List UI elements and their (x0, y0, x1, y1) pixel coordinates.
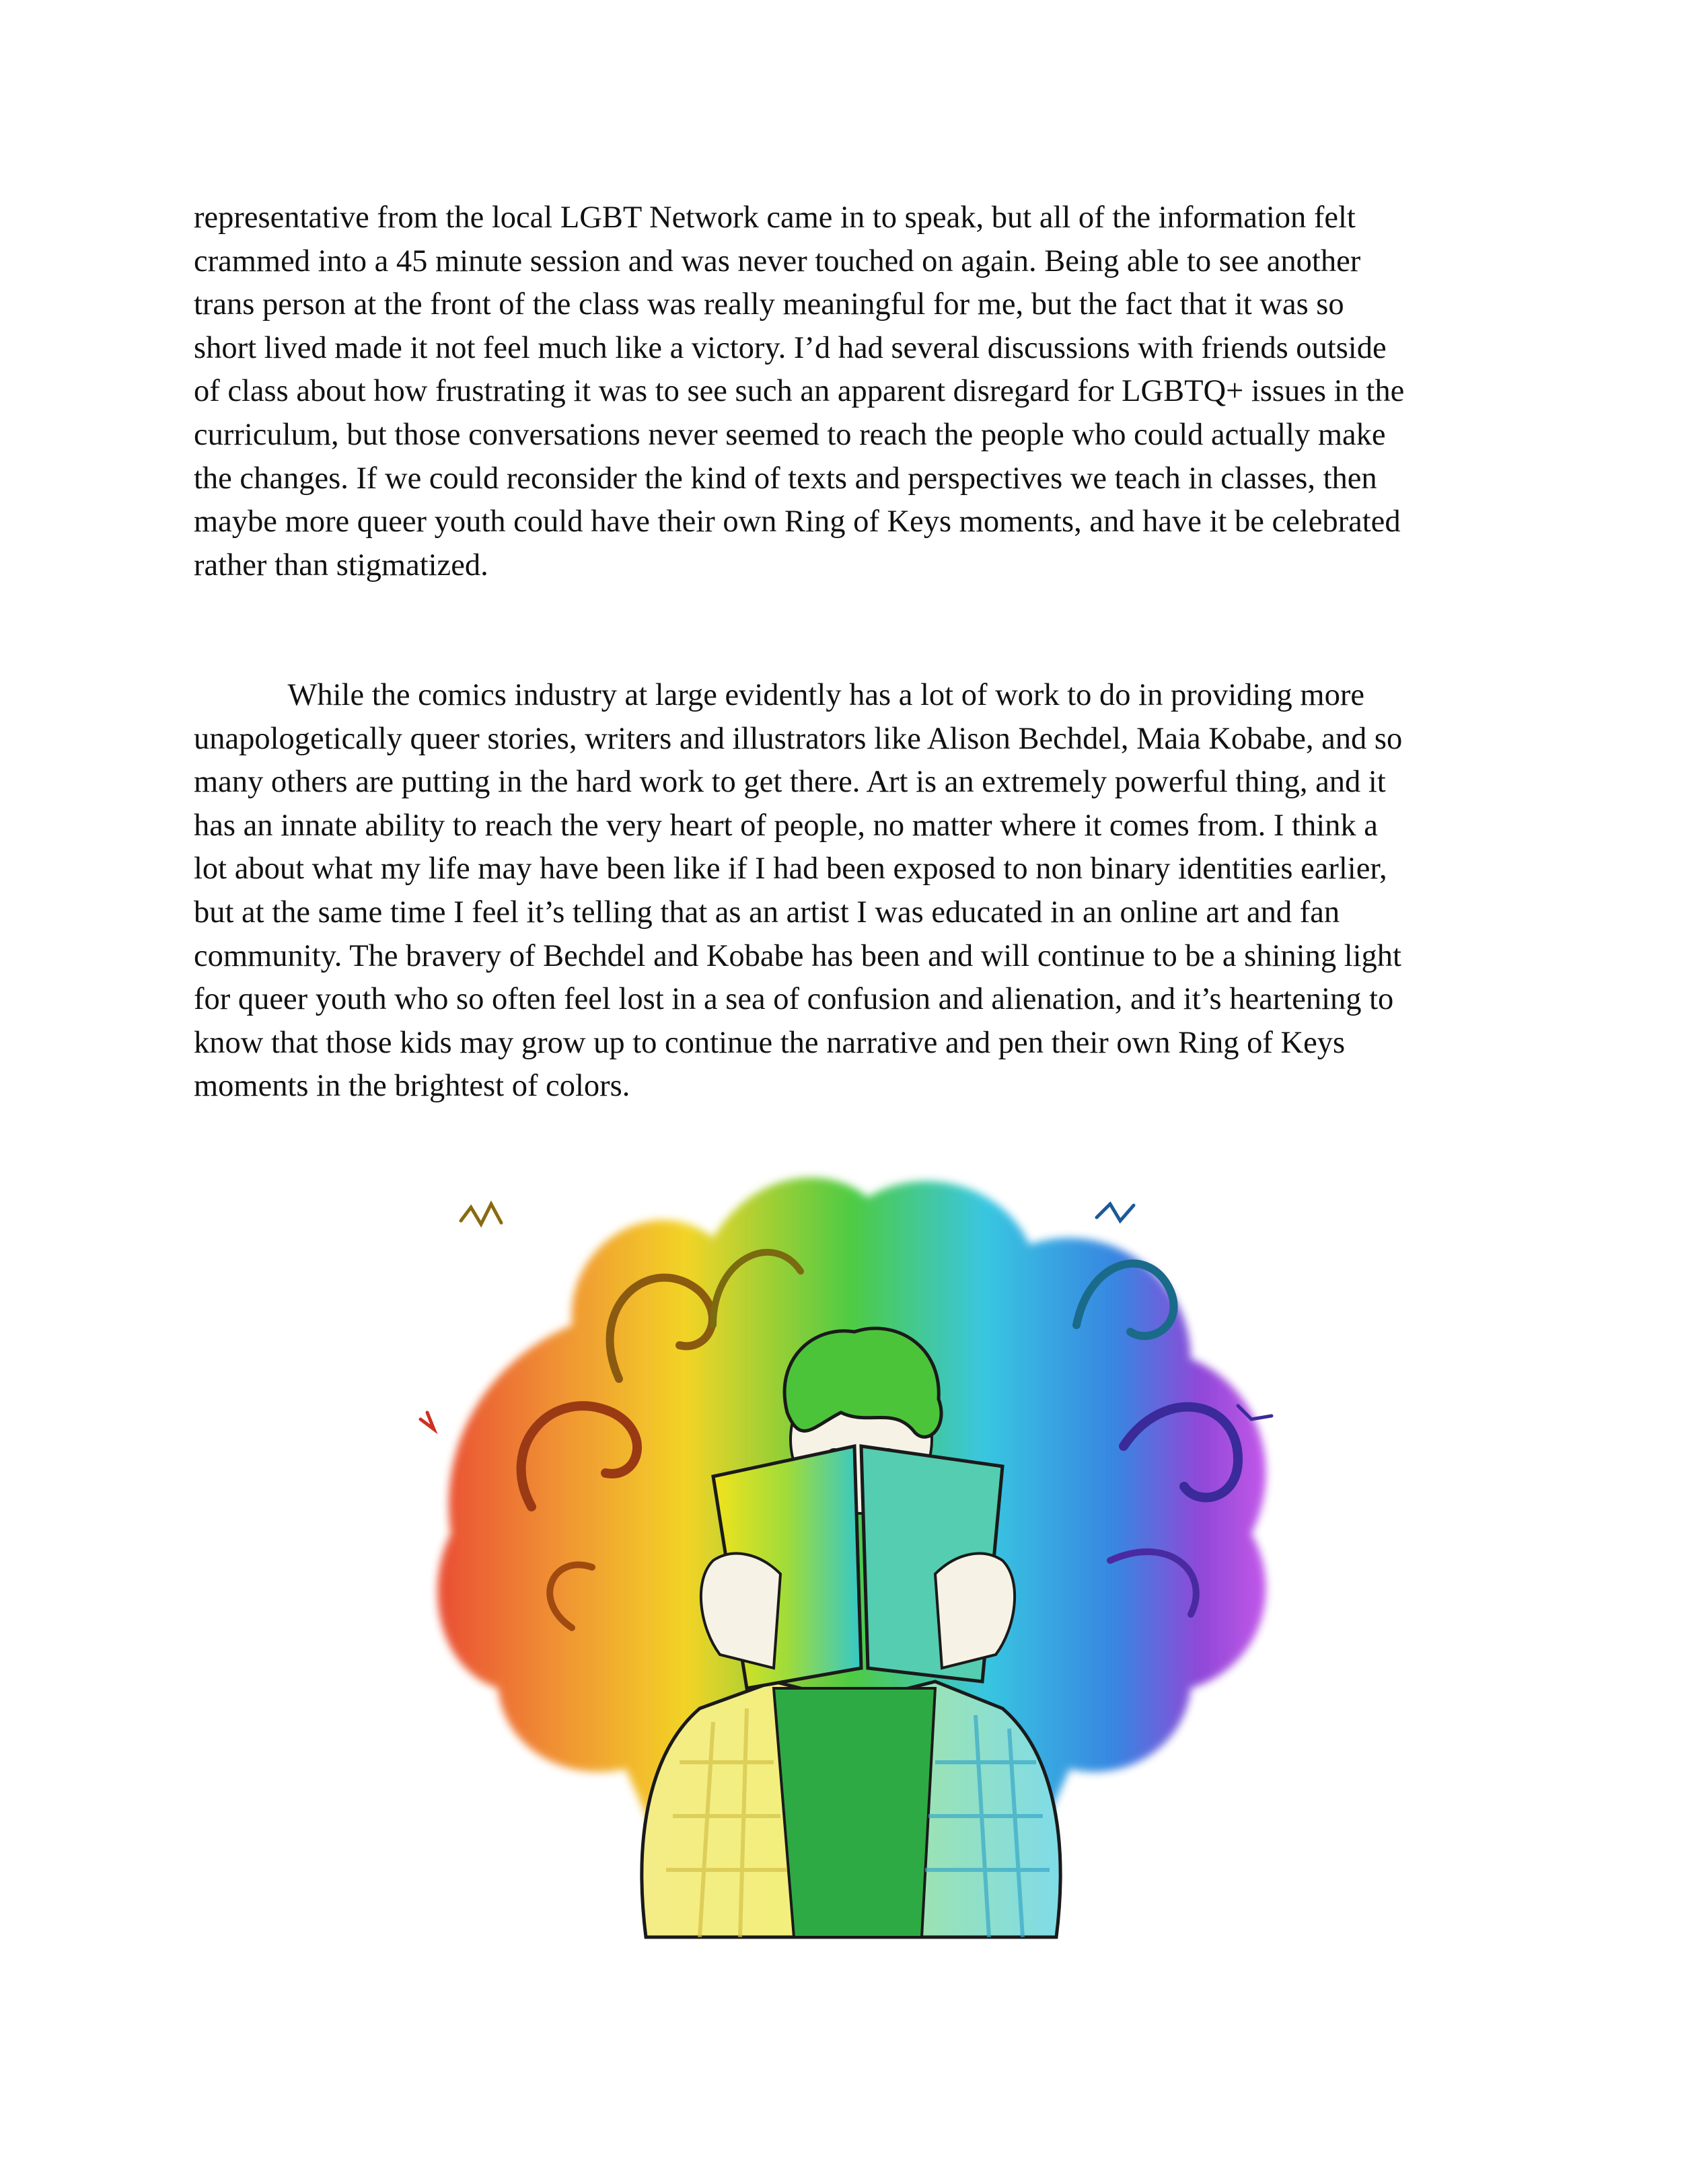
rainbow-reader-illustration (397, 1157, 1305, 1947)
paragraph-line: rather than stigmatized. (194, 548, 488, 582)
paragraph-line: maybe more queer youth could have their own Ring of Keys moments, and have it be celebrated (194, 504, 1401, 539)
paragraph-line: representative from the local LGBT Network came in to speak, but all of the information felt (194, 200, 1356, 235)
paragraph-line: know that those kids may grow up to continue the narrative and pen their own Ring of Keys (194, 1025, 1346, 1060)
paragraph-line: crammed into a 45 minute session and was never touched on again. Being able to see another (194, 243, 1361, 278)
illustration-svg (397, 1157, 1305, 1947)
paragraph-line: for queer youth who so often feel lost in a sea of confusion and alienation, and it’s heartening to (194, 982, 1394, 1017)
paragraph-line: curriculum, but those conversations never seemed to reach the people who could actually make (194, 417, 1386, 452)
paragraph-line: trans person at the front of the class was really meaningful for me, but the fact that it was so (194, 287, 1344, 322)
paragraph-line: short lived made it not feel much like a victory. I’d had several discussions with friends outside (194, 330, 1387, 365)
paragraph-line: moments in the brightest of colors. (194, 1069, 630, 1104)
paragraph-line: the changes. If we could reconsider the kind of texts and perspectives we teach in classes, then (194, 461, 1377, 496)
paragraph-line: While the comics industry at large evidently has a lot of work to do in providing more (194, 678, 1364, 712)
person-figure (642, 1682, 1060, 1937)
paragraph-line: community. The bravery of Bechdel and Kobabe has been and will continue to be a shining light (194, 938, 1401, 973)
paragraph-line: unapologetically queer stories, writers and illustrators like Alison Bechdel, Maia Kobabe, and so (194, 721, 1403, 756)
paragraph-line: but at the same time I feel it’s telling that as an artist I was educated in an online art and fan (194, 895, 1340, 930)
paragraph-line: many others are putting in the hard work to get there. Art is an extremely powerful thing, and it (194, 765, 1386, 800)
paragraph-line: has an innate ability to reach the very heart of people, no matter where it comes from. I think a (194, 808, 1378, 843)
paragraph-2 (194, 674, 1492, 1108)
paragraph-1 (194, 196, 1492, 587)
paragraph-line: lot about what my life may have been like if I had been exposed to non binary identities earlier, (194, 852, 1387, 887)
paragraph-line: of class about how frustrating it was to see such an apparent disregard for LGBTQ+ issues in the (194, 374, 1405, 409)
